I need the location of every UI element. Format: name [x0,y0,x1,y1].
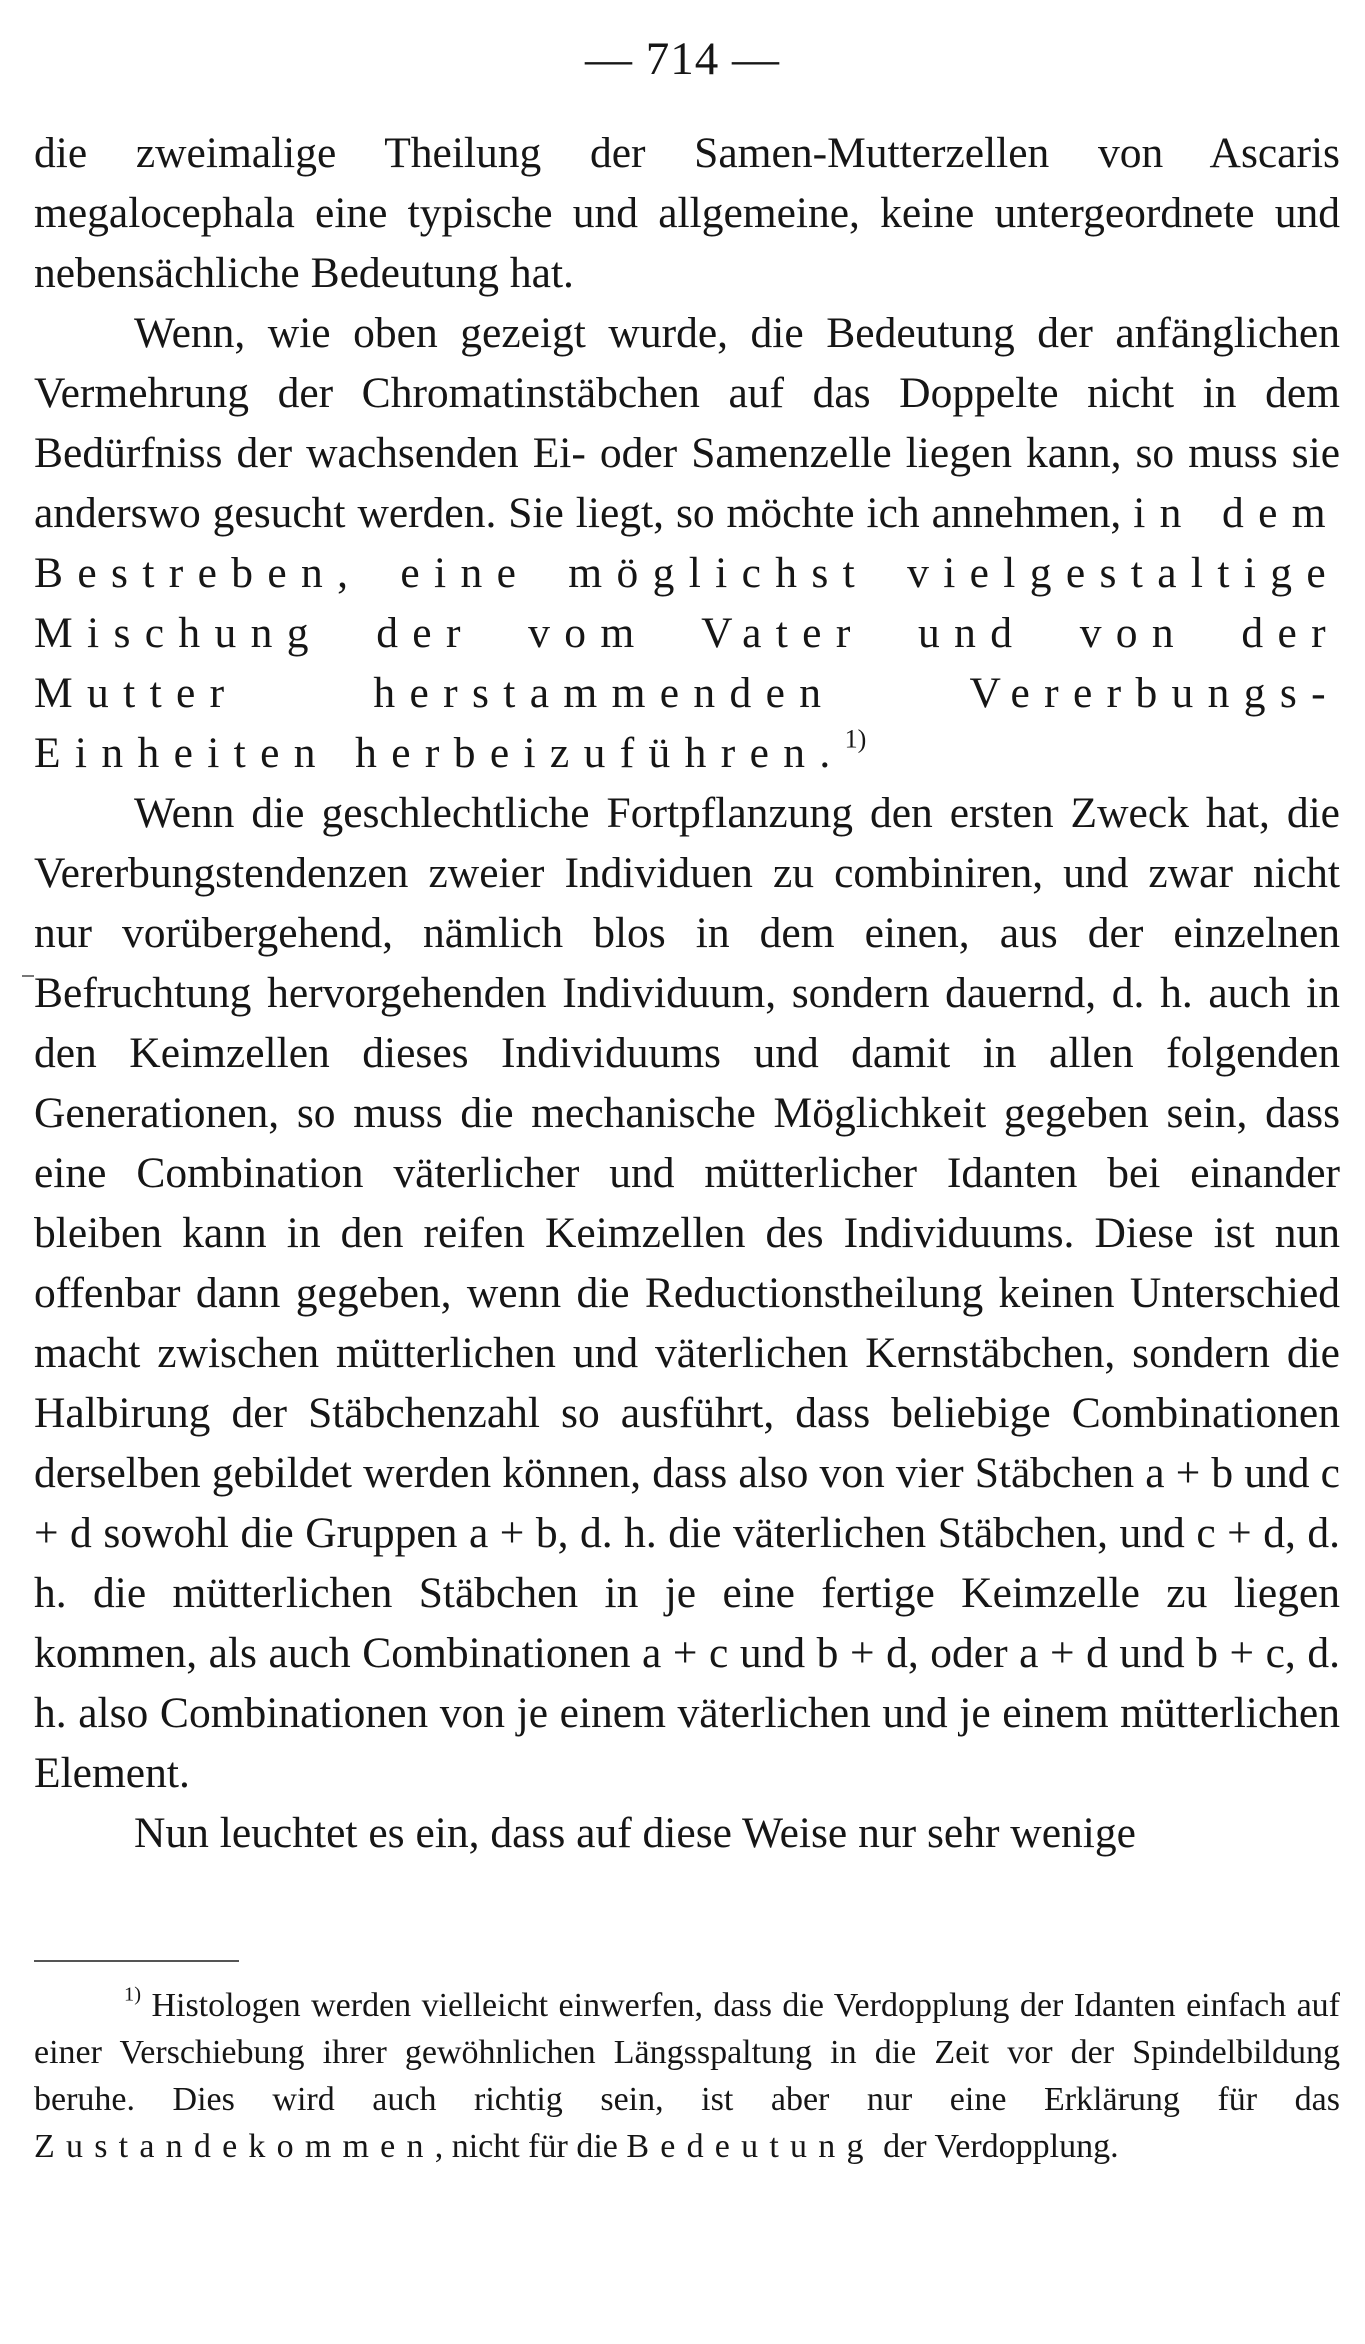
footnote-spaced-1: Zustandekommen [34,2128,435,2165]
paragraph-1 [34,123,1340,303]
page-number: — 714 — [585,33,780,85]
footnote-text-a: Histologen werden vielleicht einwerfen, dass die Verdopplung der Idanten einfach auf einer Verschiebung ihrer gewöhnlichen Längsspaltung in die Zeit vor der Spindelbildung beruhe. Dies wird auch richtig sein, ist aber nur eine Erklärung für das [34,1987,1340,2118]
main-text [34,123,1340,1863]
footnote-reference: 1) [844,724,867,754]
footnote-paragraph [34,1982,1340,2170]
paragraph-1-text: die zweimalige Theilung der Samen-Mutterzellen von Ascaris megalocephala eine typische und allgemeine, keine untergeordnete und nebensächliche Bedeutung hat. [34,129,1340,297]
paragraph-4 [34,1803,1340,1863]
paragraph-2 [34,303,1340,783]
footnote-marker: 1) [124,1983,141,2006]
footnote-spaced-2: Bedeutung [626,2128,875,2165]
footnote-text-c: der Verdopplung. [874,2128,1119,2165]
paragraph-2-text: Wenn, wie oben gezeigt wurde, die Bedeutung der anfänglichen Vermehrung der Chromatinstäbchen auf das Doppelte nicht in dem Bedürfniss der wachsenden Ei- oder Samenzelle liegen kann, so muss sie anderswo gesucht werden. Sie liegt, so möchte ich annehmen, [34,309,1340,537]
paragraph-4-text: Nun leuchtet es ein, dass auf diese Weise nur sehr wenige [134,1809,1136,1857]
paragraph-2-spaced-emphasis: in dem Bestreben, eine möglichst vielgestaltige Mischung der vom Vater und von der Mutter herstammenden Vererbungs-Einheiten herbeizuführen. [34,489,1341,777]
footnote [34,1982,1340,2170]
paragraph-3-text: Wenn die geschlechtliche Fortpflanzung den ersten Zweck hat, die Vererbungstendenzen zweier Individuen zu combiniren, und zwar nicht nur vorübergehend, nämlich blos in dem einen, aus der einzelnen Befruchtung hervorgehenden Individuum, sondern dauernd, d. h. auch in den Keimzellen dieses Individuums und damit in allen folgenden Generationen, so muss die mechanische Möglichkeit gegeben sein, dass eine Combination väterlicher und mütterlicher Idanten bei einander bleiben kann in den reifen Keimzellen des Individuums. Diese ist nun offenbar dann gegeben, wenn die Reductionstheilung keinen Unterschied macht zwischen mütterlichen und väterlichen Kernstäbchen, sondern die Halbirung der Stäbchenzahl so ausführt, dass beliebige Combinationen derselben gebildet werden können, dass also von vier Stäbchen a + b und c + d sowohl die Gruppen a + b, d. h. die väterlichen Stäbchen, und c + d, d. h. die mütterlichen Stäbchen in je eine fertige Keimzelle zu liegen kommen, als auch Combinationen a + c und b + d, oder a + d und b + c, d. h. also Combinationen von je einem väterlichen und je einem mütterlichen Element. [34,789,1340,1797]
footnote-text-b: , nicht für die [434,2128,627,2165]
paragraph-3 [34,783,1340,1803]
footnote-divider [34,1960,239,1962]
margin-mark [22,975,34,977]
